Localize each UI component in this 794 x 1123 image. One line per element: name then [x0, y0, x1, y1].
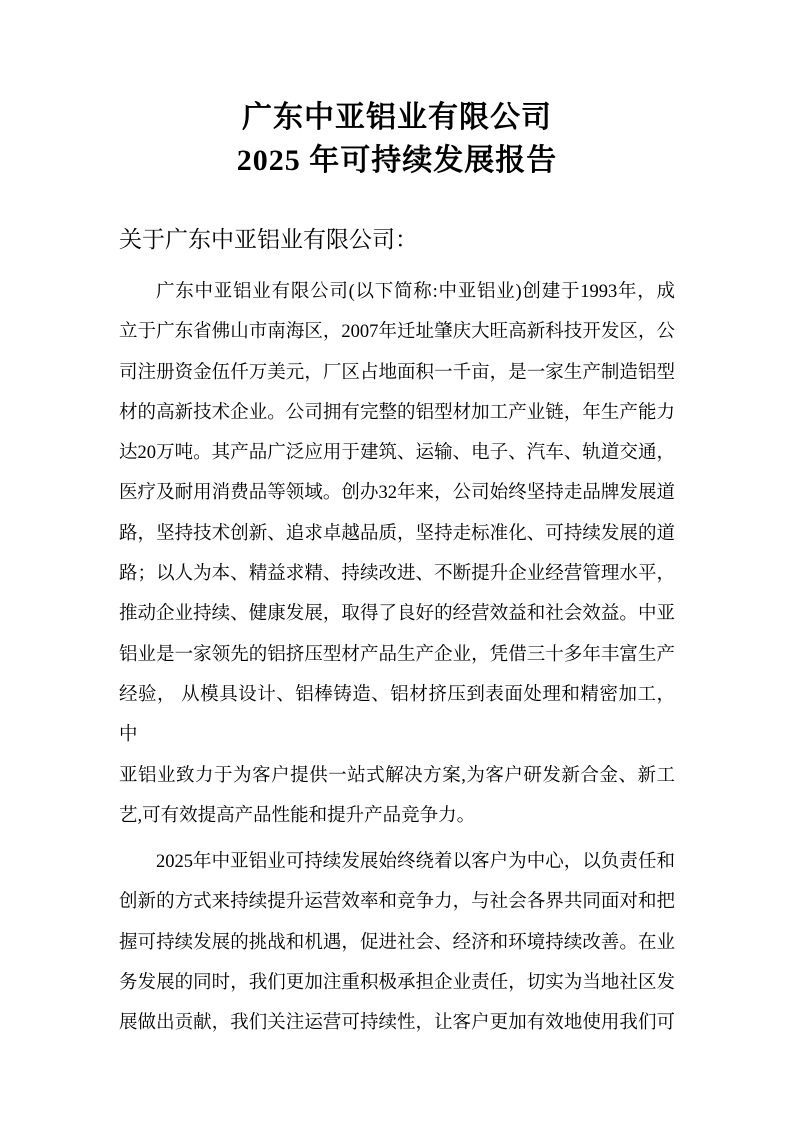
text-line: 经验， 从模具设计、铝棒铸造、铝材挤压到表面处理和精密加工，中 — [119, 684, 675, 746]
document-title-line2: 2025 年可持续发展报告 — [236, 144, 558, 177]
text-line: 路；以人为本、精益求精、持续改进、不断提升企业经营管理水平， — [119, 564, 675, 585]
section-heading: 关于广东中亚铝业有限公司： — [119, 227, 418, 252]
text-line: 务发展的同时，我们更加注重积极承担企业责任，切实为当地社区发 — [119, 973, 675, 994]
text-line: 医疗及耐用消费品等领域。创办32年来，公司始终坚持走品牌发展道 — [119, 483, 675, 504]
text-line: 司注册资金伍仟万美元，厂区占地面积一千亩，是一家生产制造铝型 — [119, 362, 675, 383]
text-line: 亚铝业致力于为客户提供一站式解决方案,为客户研发新合金、新工 — [119, 765, 675, 786]
body-paragraphs — [119, 272, 675, 1044]
text-line: 展做出贡献，我们关注运营可持续性，让客户更加有效地使用我们可 — [119, 1013, 675, 1034]
text-line: 艺,可有效提高产品性能和提升产品竞争力。 — [119, 805, 476, 826]
paragraph — [119, 842, 675, 1043]
text-line: 达20万吨。其产品广泛应用于建筑、运输、电子、汽车、轨道交通， — [119, 443, 675, 464]
text-line: 铝业是一家领先的铝挤压型材产品生产企业，凭借三十多年丰富生产 — [119, 644, 675, 665]
text-line: 广东中亚铝业有限公司(以下简称:中亚铝业)创建于1993年，成 — [156, 282, 675, 302]
text-line: 推动企业持续、健康发展，取得了良好的经营效益和社会效益。中亚 — [119, 604, 675, 625]
text-line: 2025年中亚铝业可持续发展始终绕着以客户为中心，以负责任和 — [156, 852, 675, 873]
text-line: 立于广东省佛山市南海区，2007年迁址肇庆大旺高新科技开发区，公 — [119, 322, 675, 343]
text-line: 握可持续发展的挑战和机遇，促进社会、经济和环境持续改善。在业 — [119, 932, 675, 953]
text-line: 材的高新技术企业。公司拥有完整的铝型材加工产业链，年生产能力 — [119, 402, 675, 423]
paragraph — [119, 272, 675, 836]
text-line: 创新的方式来持续提升运营效率和竞争力，与社会各界共同面对和把 — [119, 892, 675, 913]
text-line: 路，坚持技术创新、追求卓越品质，坚持走标准化、可持续发展的道 — [119, 523, 675, 544]
document-title-line1: 广东中亚铝业有限公司 — [242, 101, 552, 134]
